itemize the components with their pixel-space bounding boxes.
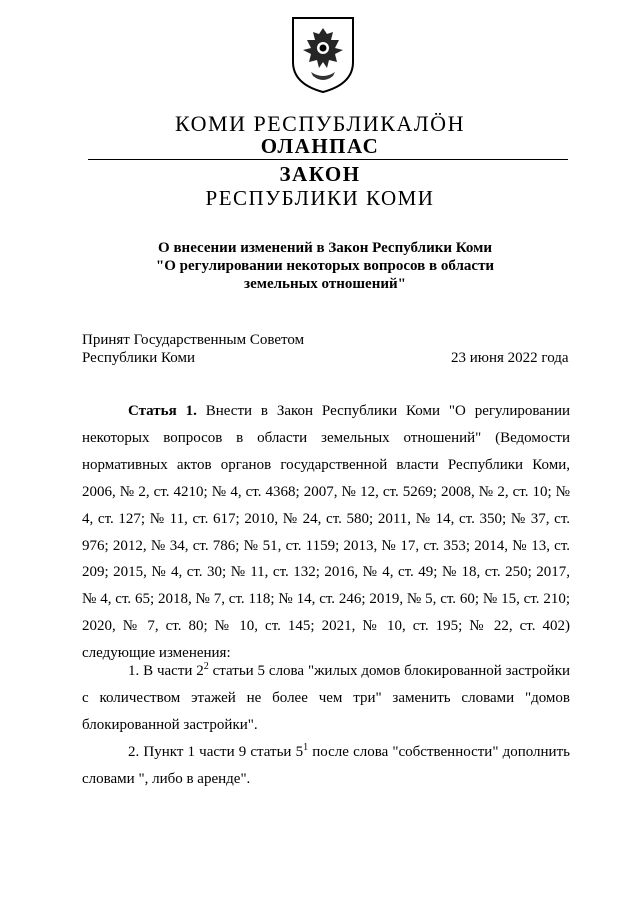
adoption-line: Республики Коми [82,350,195,366]
law-title-line: земельных отношений" [244,276,406,292]
law-title [90,239,560,293]
item-1-text-b: статьи 5 слова "жилых домов блокированной застройки с количеством этажей не более чем три" заменить словами "домов блокированной застройки". [82,663,571,733]
header-line-zakon: ЗАКОН [279,162,361,186]
adoption-date: 23 июня 2022 года [451,350,569,366]
item-1-text-a: 1. В части 2 [128,663,204,679]
article-1-heading: Статья 1. [128,403,197,419]
item-2-superscript: 1 [303,742,309,753]
item-2-text-b: после слова "собственности" дополнить словами ", либо в аренде". [82,744,570,787]
item-2-text-a: 2. Пункт 1 части 9 статьи 5 [128,744,304,760]
law-title-line: "О регулировании некоторых вопросов в области [155,258,495,274]
coat-of-arms-emblem [289,14,357,94]
header-line-republic: РЕСПУБЛИКИ КОМИ [205,186,435,210]
header-divider [88,159,568,160]
law-title-line: О внесении изменений в Закон Республики Коми [158,240,492,256]
article-1-paragraph [82,398,570,667]
adoption-note [82,331,304,367]
article-1-text: Внести в Закон Республики Коми "О регулировании некоторых вопросов в области земельных отношений" (Ведомости нормативных актов органов государственной власти Республики Коми, 2006, № 2, ст. 4210; № 4, ст. 4368; 2007, № 12, ст. 5269; 2008, № 2, ст. 10; № 4, ст. 127; № 11, ст. 617; 2010, № 24, ст. 580; 2011, № 14, ст. 350; № 37, ст. 976; 2012, № 34, ст. 786; № 51, ст. 1159; 2013, № 17, ст. 353; 2014, № 13, ст. 209; 2015, № 4, ст. 30; № 11, ст. 132; 2016, № 4, ст. 49; № 18, ст. 250; 2017, № 4, ст. 65; 2018, № 7, ст. 118; № 14, ст. 246; 2019, № 5, ст. 60; № 15, ст. 210; 2020, № 7, ст. 80; № 10, ст. 145; 2021, № 10, ст. 195; № 22, ст. 402) следующие изменения: [82,403,571,662]
header-line-olanpas: ОЛАНПАС [260,134,380,158]
item-1-superscript: 2 [203,661,209,672]
header-line-komi: КОМИ РЕСПУБЛИКАЛÖН [175,111,465,136]
item-1-paragraph [82,658,570,739]
item-2-paragraph [82,739,570,793]
adoption-line: Принят Государственным Советом [82,332,305,348]
